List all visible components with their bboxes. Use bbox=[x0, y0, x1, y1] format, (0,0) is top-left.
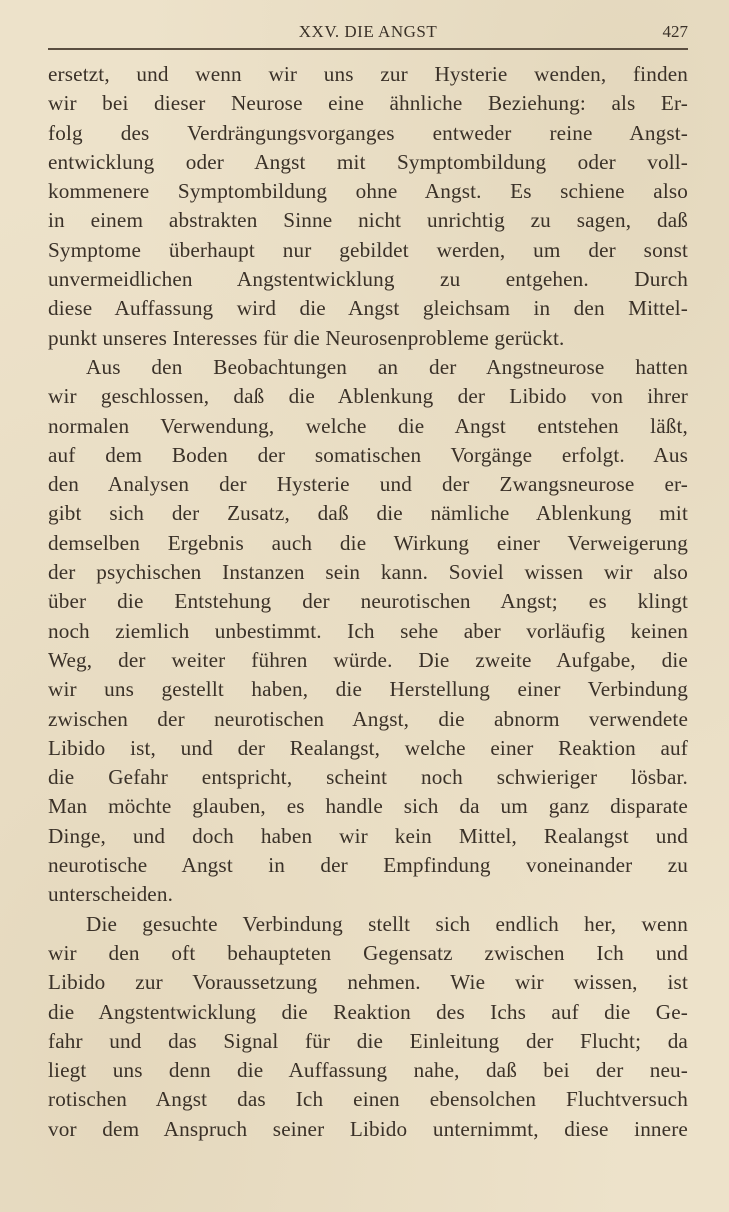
text-line: vor dem Anspruch seiner Libido unternimmt, diese innere bbox=[48, 1116, 688, 1141]
running-head bbox=[48, 22, 688, 48]
text-line: Symptome überhaupt nur gebildet werden, um der sonst bbox=[48, 237, 688, 262]
text-line: den Analysen der Hysterie und der Zwangsneurose er- bbox=[48, 472, 688, 497]
text-line: Libido ist, und der Realangst, welche einer Reaktion auf bbox=[48, 735, 688, 760]
text-line: rotischen Angst das Ich einen ebensolchen Fluchtversuch bbox=[48, 1087, 688, 1112]
running-title: XXV. DIE ANGST bbox=[298, 22, 438, 41]
text-line: kommenere Symptombildung ohne Angst. Es schiene also bbox=[48, 179, 688, 204]
text-line: noch ziemlich unbestimmt. Ich sehe aber vorläufig keinen bbox=[48, 618, 688, 643]
text-line: Man möchte glauben, es handle sich da um ganz disparate bbox=[48, 794, 688, 819]
text-line: die Angstentwicklung die Reaktion des Ichs auf die Ge- bbox=[48, 999, 688, 1024]
text-line: Die gesuchte Verbindung stellt sich endlich her, wenn bbox=[86, 911, 688, 936]
text-line: der psychischen Instanzen sein kann. Soviel wissen wir also bbox=[48, 560, 688, 585]
text-line: in einem abstrakten Sinne nicht unrichtig zu sagen, daß bbox=[48, 208, 688, 233]
page-number: 427 bbox=[662, 22, 688, 41]
text-line: Libido zur Voraussetzung nehmen. Wie wir wissen, ist bbox=[48, 970, 688, 995]
text-line: neurotische Angst in der Empfindung voneinander zu bbox=[48, 853, 688, 878]
text-line: liegt uns denn die Auffassung nahe, daß bei der neu- bbox=[48, 1058, 688, 1083]
text-line: entwicklung oder Angst mit Symptombildung oder voll- bbox=[48, 149, 688, 174]
text-line: wir bei dieser Neurose eine ähnliche Beziehung: als Er- bbox=[48, 91, 688, 116]
text-line: über die Entstehung der neurotischen Angst; es klingt bbox=[48, 589, 688, 614]
body-text bbox=[48, 60, 688, 1144]
text-line: Aus den Beobachtungen an der Angstneurose hatten bbox=[86, 354, 688, 379]
text-line: ersetzt, und wenn wir uns zur Hysterie wenden, finden bbox=[48, 62, 688, 86]
text-line: demselben Ergebnis auch die Wirkung einer Verweigerung bbox=[48, 530, 688, 555]
text-line: unvermeidlichen Angstentwicklung zu entgehen. Durch bbox=[48, 267, 688, 292]
text-line: folg des Verdrängungsvorganges entweder reine Angst- bbox=[48, 120, 688, 145]
text-line: wir uns gestellt haben, die Herstellung einer Verbindung bbox=[48, 677, 688, 702]
header-rule bbox=[48, 48, 688, 50]
text-line: normalen Verwendung, welche die Angst entstehen läßt, bbox=[48, 413, 688, 438]
text-line: fahr und das Signal für die Einleitung der Flucht; da bbox=[48, 1028, 688, 1053]
text-line: wir den oft behaupteten Gegensatz zwischen Ich und bbox=[48, 940, 688, 965]
text-line: Dinge, und doch haben wir kein Mittel, Realangst und bbox=[48, 823, 688, 848]
text-line: punkt unseres Interesses für die Neurosenprobleme gerückt. bbox=[48, 325, 565, 350]
text-line: gibt sich der Zusatz, daß die nämliche Ablenkung mit bbox=[48, 501, 688, 526]
text-line: auf dem Boden der somatischen Vorgänge erfolgt. Aus bbox=[48, 442, 688, 467]
text-line: diese Auffassung wird die Angst gleichsam in den Mittel- bbox=[48, 296, 688, 321]
text-line: wir geschlossen, daß die Ablenkung der Libido von ihrer bbox=[48, 384, 688, 409]
text-line: unterscheiden. bbox=[48, 882, 174, 907]
text-line: Weg, der weiter führen würde. Die zweite Aufgabe, die bbox=[48, 647, 688, 672]
text-line: zwischen der neurotischen Angst, die abnorm verwendete bbox=[48, 706, 688, 731]
text-line: die Gefahr entspricht, scheint noch schwieriger lösbar. bbox=[48, 765, 688, 790]
